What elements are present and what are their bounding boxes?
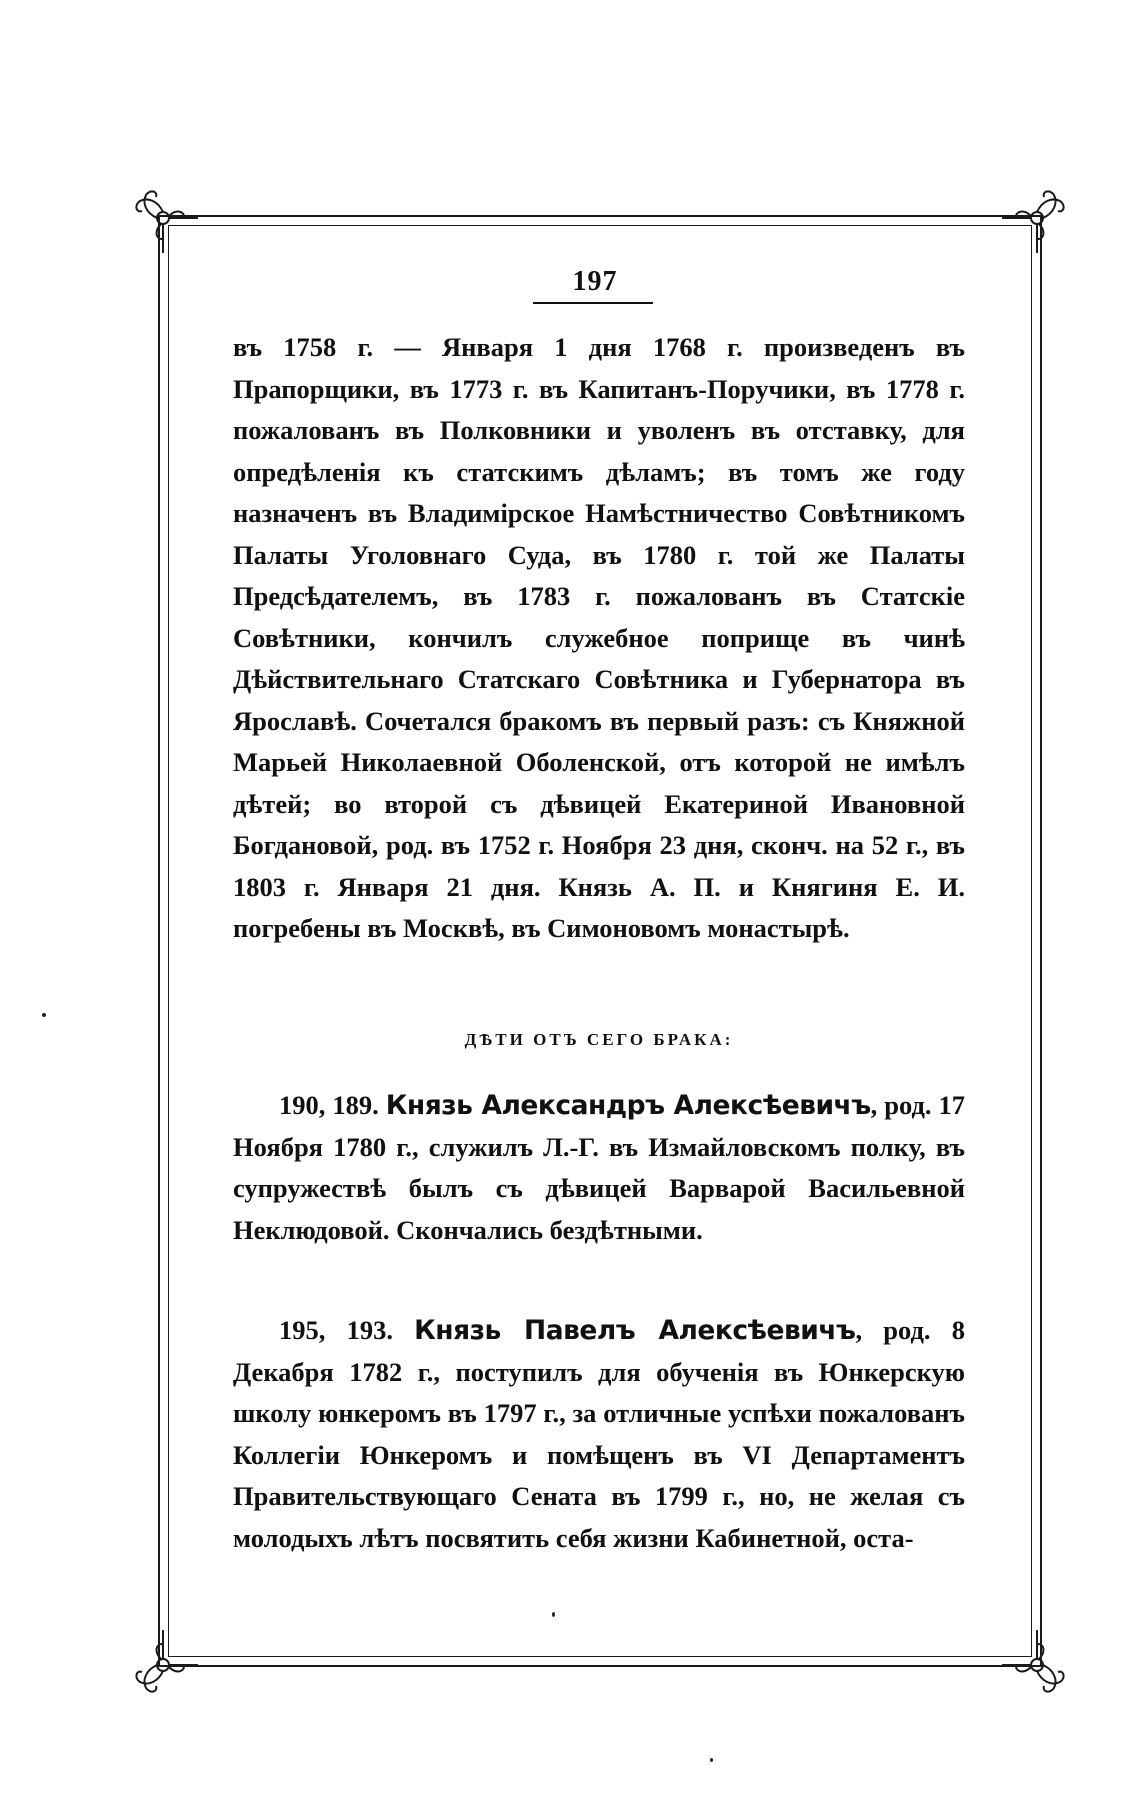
print-speck: [42, 1013, 46, 1017]
corner-ornament-bottom-left-icon: [128, 1630, 198, 1700]
corner-ornament-top-right-icon: [1002, 183, 1072, 253]
person-name: Князь Павелъ Алексѣевичъ: [414, 1315, 856, 1346]
corner-ornament-top-left-icon: [128, 183, 198, 253]
entry-text: , род. 17 Ноября 1780 г., служилъ Л.-Г. въ Измайловскомъ полку, въ супружествѣ былъ съ дѣвицей Варварой Васильевной Неклюдовой. Скончались бездѣтными.: [233, 1090, 966, 1245]
page-number-rule: [533, 302, 653, 304]
genealogy-entry-alexander: [233, 1085, 965, 1251]
print-speck: [710, 1758, 713, 1762]
person-name: Князь Александръ Алексѣевичъ: [385, 1090, 871, 1121]
entry-numbers: 195, 193.: [279, 1315, 393, 1345]
paragraph-continuation: въ 1758 г. — Января 1 дня 1768 г. произведенъ въ Прапорщики, въ 1773 г. въ Капитанъ-Поручики, въ 1778 г. пожалованъ въ Полковники и уволенъ въ отставку, для опредѣленія къ статскимъ дѣламъ; въ томъ же году назначенъ въ Владимірское Намѣстничество Совѣтникомъ Палаты Уголовнаго Суда, въ 1780 г. той же Палаты Предсѣдателемъ, въ 1783 г. пожалованъ въ Статскіе Совѣтники, кончилъ служебное поприще въ чинѣ Дѣйствительнаго Статскаго Совѣтника и Губернатора въ Ярославѣ. Сочетался бракомъ въ первый разъ: съ Княжной Марьей Николаевной Оболенской, отъ которой не имѣлъ дѣтей; во второй съ дѣвицей Екатериной Ивановной Богдановой, род. въ 1752 г. Ноября 23 дня, сконч. на 52 г., въ 1803 г. Января 21 дня. Князь А. П. и Княгиня Е. И. погребены въ Москвѣ, въ Симоновомъ монастырѣ.: [233, 332, 965, 943]
page-number: 197: [572, 266, 618, 297]
entry-numbers: 190, 189.: [279, 1090, 379, 1120]
entry-text: , род. 8 Декабря 1782 г., поступилъ для обученія въ Юнкерскую школу юнкеромъ въ 1797 г., за отличные успѣхи пожалованъ Коллегіи Юнкеромъ и помѣщенъ въ VI Департаментъ Правительствующаго Сената въ 1799 г., но, не желая съ молодыхъ лѣтъ посвятить себя жизни Кабинетной, оста-: [233, 1315, 965, 1553]
corner-ornament-bottom-right-icon: [1002, 1630, 1072, 1700]
section-heading: ДѢТИ ОТЪ СЕГО БРАКА:: [464, 1030, 734, 1049]
print-speck: [552, 1612, 555, 1617]
genealogy-entry-pavel: [233, 1310, 965, 1559]
